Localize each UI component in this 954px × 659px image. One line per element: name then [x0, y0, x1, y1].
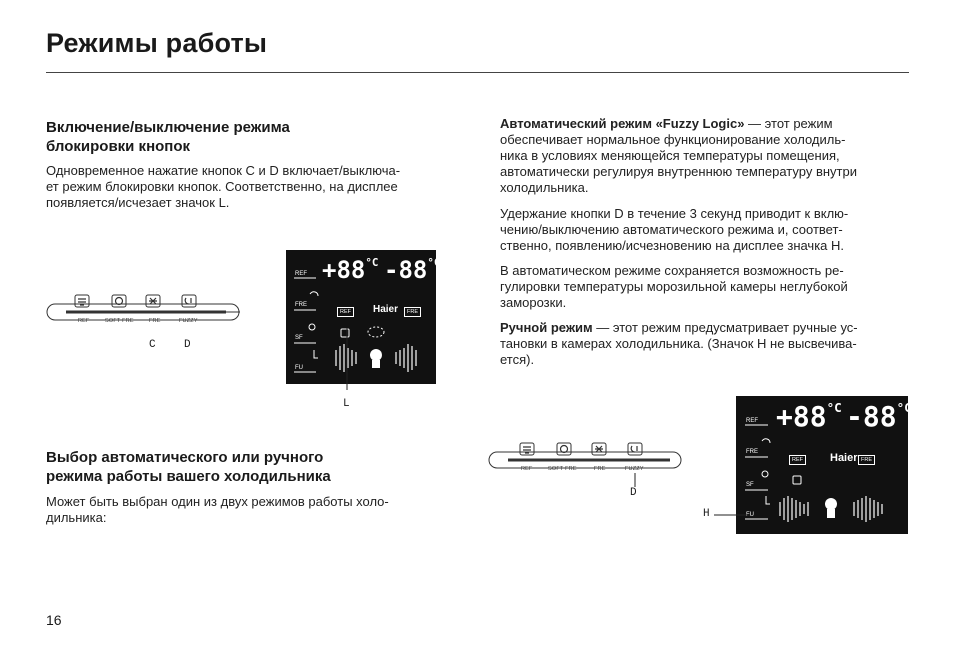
lock-heading-line2: блокировки кнопок [46, 138, 191, 155]
panel2-label-fre: FRE [594, 466, 606, 472]
mode-body-line: дильника: [46, 510, 107, 525]
manual-line: — этот режим предусматривает ручные ус- [592, 320, 858, 335]
callout-d: D [184, 339, 191, 351]
page-title: Режимы работы [46, 28, 268, 58]
mode-body-line: Может быть выбран один из двух режимов работы холо- [46, 494, 389, 509]
callout-d-2: D [630, 487, 637, 499]
panel2-label-ref: REF [521, 466, 533, 472]
lcd2-zone-fre: FRE [746, 449, 758, 455]
lock-body-line: ет режим блокировки кнопок. Соответственно, на дисплее [46, 179, 398, 194]
lcd1-brand: Haier [373, 304, 399, 315]
title-divider [46, 72, 909, 73]
auto-keep-paragraph [500, 263, 910, 311]
lcd2-brand: Haier [830, 452, 858, 464]
lcd1-temp-left: $+88^{^\circ C}$ [322, 256, 379, 284]
callout-l-line [330, 328, 370, 398]
lcd2-zone-ref: REF [746, 418, 758, 424]
callout-l: L [343, 398, 350, 410]
auto-keep-line: заморозки. [500, 295, 567, 310]
panel1-label-fre: FRE [149, 318, 161, 324]
callout-c: C [149, 339, 156, 351]
lcd2-temp-right: $-88^{^\circ C}$ [846, 400, 912, 433]
manual-line: тановки в камерах холодильника. (Значок H не высвечива- [500, 336, 857, 351]
hold-line: Удержание кнопки D в течение 3 секунд приводит к вклю- [500, 206, 849, 221]
auto-mode-line: обеспечивает нормальное функционирование холодиль- [500, 132, 846, 147]
auto-mode-line: — этот режим [744, 116, 833, 131]
hold-line: чению/выключению автоматического режима и, соответ- [500, 222, 843, 237]
panel1-label-softfre: SOFT FRE [105, 318, 134, 324]
lcd1-zone-fre: FRE [295, 302, 307, 308]
lcd-temp-unit: °C [826, 400, 842, 415]
panel1-label-ref: REF [78, 318, 90, 324]
lock-body-line: Одновременное нажатие кнопок C и D включает/выключа- [46, 163, 401, 178]
panel2-label-fuzzy: FUZZY [625, 466, 644, 472]
lcd2-box-fre: FRE [858, 455, 875, 465]
lock-heading [46, 118, 290, 156]
lcd2-zone-sf: SF [746, 482, 754, 488]
lcd2-temp-left: $+88^{^\circ C}$ [776, 400, 842, 433]
mode-heading [46, 448, 331, 486]
auto-mode-paragraph [500, 116, 910, 196]
lcd-temp-unit: °C [365, 256, 379, 269]
lcd-temp-unit: °C [427, 256, 441, 269]
manual-line: ется). [500, 352, 535, 367]
callout-h-line [714, 511, 754, 519]
hold-paragraph [500, 206, 910, 254]
auto-mode-label: Автоматический режим «Fuzzy Logic» [500, 116, 745, 131]
control-panel-2 [488, 440, 682, 474]
mode-heading-line1: Выбор автоматического или ручного [46, 449, 324, 466]
mode-body [46, 494, 456, 526]
manual-mode-label: Ручной режим [500, 320, 593, 335]
mode-heading-line2: режима работы вашего холодильника [46, 468, 331, 485]
panel1-label-fuzzy: FUZZY [179, 318, 198, 324]
lcd1-zone-fu: FU [295, 365, 303, 371]
control-panel-2-frame [488, 440, 682, 474]
auto-keep-line: гулировки температуры морозильной камеры неглубокой [500, 279, 848, 294]
lcd1-zone-sf: SF [295, 335, 303, 341]
lock-body-line: появляется/исчезает значок L. [46, 195, 230, 210]
control-panel-1 [46, 292, 240, 326]
control-panel-1-frame [46, 292, 240, 326]
lcd1-box-fre: FRE [404, 307, 421, 317]
auto-mode-line: холодильника. [500, 180, 589, 195]
callout-h: H [703, 508, 710, 520]
lcd1-zone-ref: REF [295, 271, 307, 277]
lcd-temp-unit: °C [896, 400, 912, 415]
manual-paragraph [500, 320, 910, 368]
page-number: 16 [46, 612, 62, 628]
auto-mode-line: ника в условиях меняющейся температуры помещения, [500, 148, 840, 163]
auto-mode-line: автоматически регулируя внутреннюю температуру внутри [500, 164, 857, 179]
lcd1-box-ref: REF [337, 307, 354, 317]
lcd1-temp-right: $-88^{^\circ C}$ [384, 256, 441, 284]
lcd2-zone-fu: FU [746, 512, 754, 518]
lcd2-graphics [736, 396, 908, 534]
auto-keep-line: В автоматическом режиме сохраняется возможность ре- [500, 263, 844, 278]
lock-body [46, 163, 456, 211]
lcd2-box-ref: REF [789, 455, 806, 465]
lock-heading-line1: Включение/выключение режима [46, 119, 290, 136]
panel2-label-softfre: SOFT FRE [548, 466, 577, 472]
hold-line: ственно, появлению/исчезновению на дисплее значка H. [500, 238, 845, 253]
lcd-display-2 [736, 396, 912, 534]
